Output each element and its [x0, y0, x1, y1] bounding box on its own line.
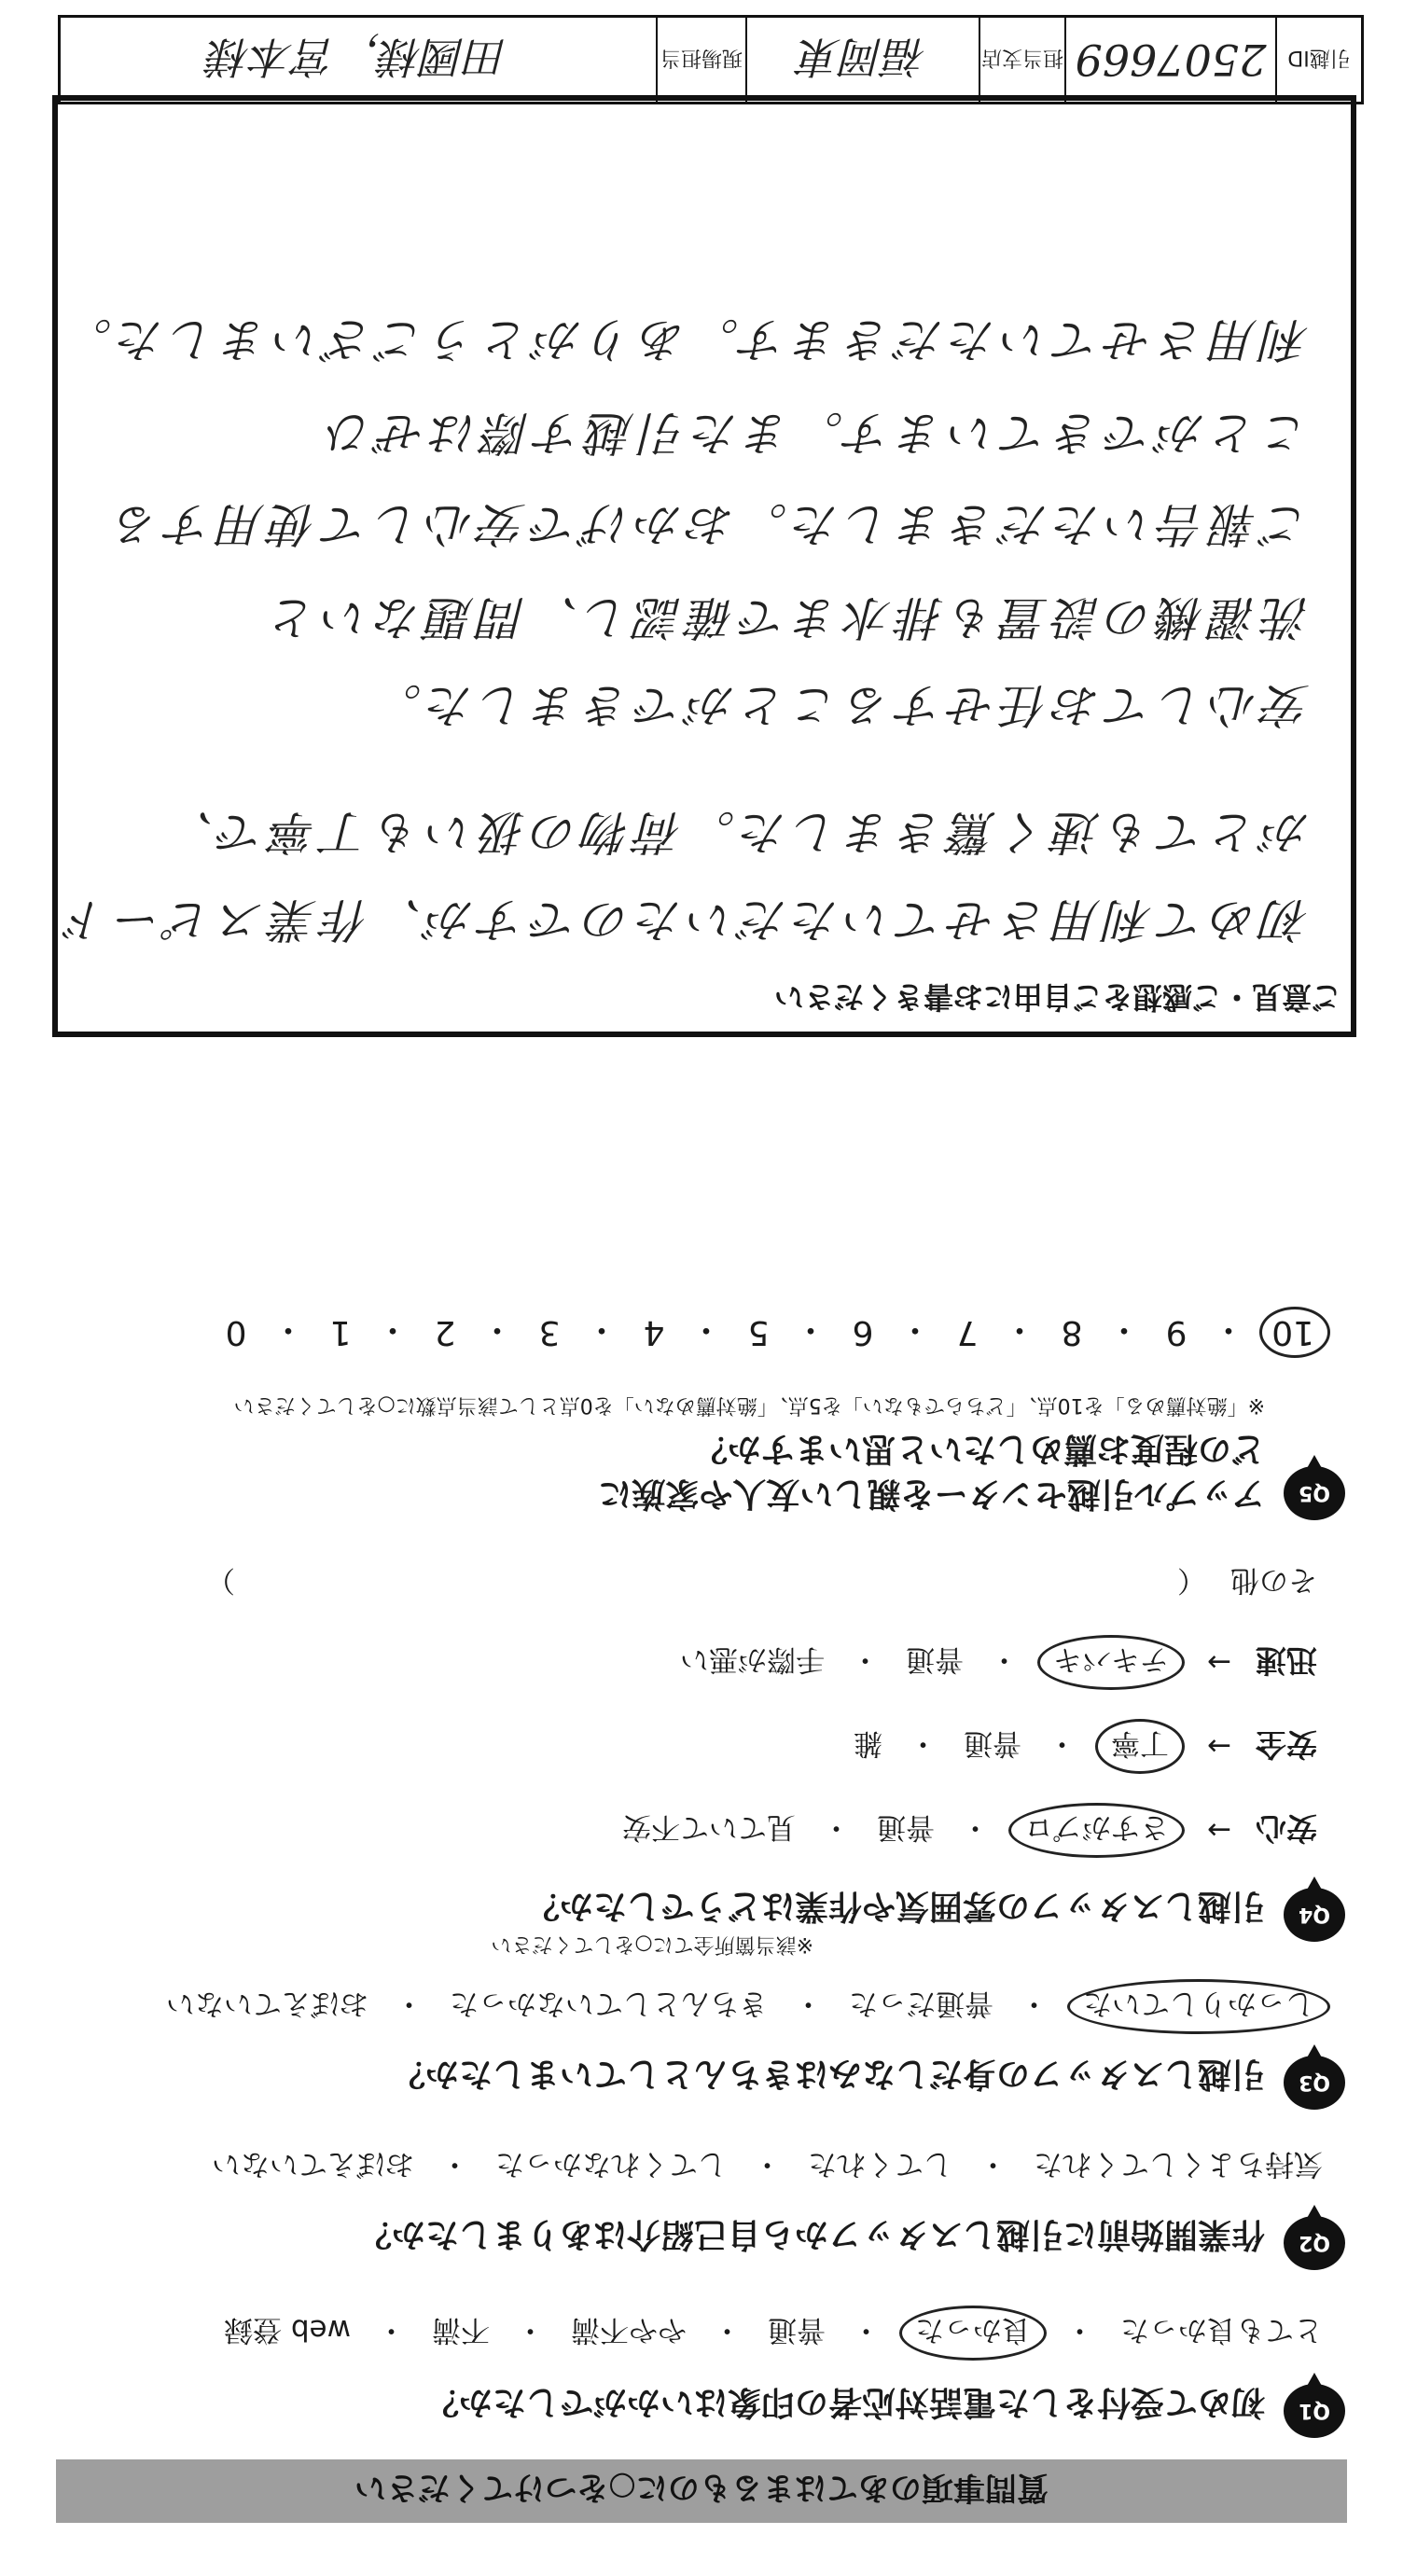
- q1-options: とても良かった ・ 良かった ・ 普通 ・ やや不満 ・ 不満 ・ web 登録: [218, 2312, 1328, 2354]
- q3-option[interactable]: きちんとしていなかった: [450, 1987, 768, 2020]
- q2-question: 作業開始前に引越しスタッフから自己紹介はありましたか？: [357, 2215, 1265, 2253]
- comments-heading: ご意見・ご感想をご自由にお書きください: [773, 979, 1341, 1015]
- q5-score[interactable]: 9: [1165, 1313, 1188, 1351]
- branch-label: 担当支店: [979, 18, 1064, 102]
- q4-row-label: 安全: [1256, 1726, 1317, 1763]
- q4-row-label: 安心: [1256, 1810, 1317, 1847]
- q4-row-anshin: 安心 → さすがプロ ・ 普通 ・ 見ていて不安: [617, 1808, 1317, 1852]
- comment-line: ご報告いただきました。おかげで安心して使用する: [108, 497, 1310, 551]
- q5-score[interactable]: 5: [747, 1313, 770, 1351]
- comment-line: 利用させていただきます。ありがとうございました。: [60, 312, 1310, 367]
- q1-option[interactable]: やや不満: [571, 2313, 687, 2347]
- q5-score[interactable]: 4: [643, 1313, 665, 1351]
- q4-option[interactable]: 見ていて不安: [622, 1810, 797, 1844]
- q3-options: しっかりしていた ・ 普通だった ・ きちんとしていなかった ・ おぼえていない: [160, 1986, 1328, 2028]
- q4-other-row: [76, 1562, 1317, 1604]
- q2-option[interactable]: してくれた: [808, 2147, 952, 2181]
- q2-option-selected[interactable]: 気持ちよくしてくれた: [1034, 2147, 1323, 2181]
- arrow-icon: →: [1207, 1729, 1231, 1764]
- q5-score[interactable]: 8: [1061, 1313, 1083, 1351]
- q1-option[interactable]: 不満: [432, 2313, 490, 2347]
- q4-option-selected[interactable]: テキパキ: [1037, 1635, 1185, 1690]
- arrow-icon: →: [1207, 1813, 1231, 1848]
- q1-option[interactable]: web 登録: [224, 2313, 351, 2347]
- q5-score[interactable]: 3: [538, 1313, 561, 1351]
- q2-badge: Q2: [1284, 2216, 1345, 2270]
- q3-option[interactable]: 普通だった: [849, 1987, 993, 2020]
- q5-score[interactable]: 2: [434, 1313, 456, 1351]
- comment-line: ことができています。また引越す際はぜひ: [321, 406, 1310, 460]
- comment-line: 安心してお任せすることができました。: [369, 678, 1310, 732]
- q4-option-selected[interactable]: 丁寧: [1095, 1719, 1185, 1774]
- q1-badge: Q1: [1284, 2384, 1345, 2438]
- q3-option[interactable]: おぼえていない: [166, 1987, 368, 2020]
- q4-option-selected[interactable]: さすがプロ: [1008, 1803, 1185, 1858]
- q4-badge: Q4: [1284, 1888, 1345, 1942]
- q5-scale: 10 ・ 9 ・ 8 ・ 7 ・ 6 ・ 5 ・ 4 ・ 3 ・ 2 ・ 1 ・ 0: [216, 1309, 1328, 1356]
- q4-row-label: 迅速: [1256, 1642, 1317, 1679]
- q5-score[interactable]: 6: [852, 1313, 874, 1351]
- q4-option[interactable]: 普通: [964, 1726, 1022, 1760]
- q4-other-close: ）: [206, 1563, 235, 1597]
- comment-line: 洗濯機の設置も排水まで確認し、問題ないと: [265, 590, 1310, 644]
- instruction-banner: 質問事項のあてはまるものに○をつけてください: [56, 2459, 1347, 2523]
- q3-question: 引越しスタッフの身だしなみはきちんとしていましたか？: [391, 2055, 1265, 2093]
- q4-option[interactable]: 雑: [854, 1726, 883, 1760]
- q5-question-line2: どの程度お薦めしたいと思いますか？: [693, 1430, 1265, 1468]
- comment-line: がとても速く驚きました。荷物の扱いも丁寧で、: [161, 805, 1310, 859]
- q5-score-selected[interactable]: 10: [1259, 1307, 1330, 1358]
- id-value: 2507669: [1064, 18, 1275, 102]
- q5-badge: Q5: [1284, 1466, 1345, 1520]
- lead-label: 現場担当: [656, 18, 745, 102]
- q4-question: 引越しスタッフの雰囲気や作業はどうでしたか？: [525, 1887, 1265, 1925]
- q5-score[interactable]: 1: [329, 1313, 352, 1351]
- q4-option[interactable]: 手際が悪い: [680, 1642, 826, 1676]
- q5-note: ※「絶対薦める」を10点、「どちらでもない」を5点、「絶対薦めない」を0点として該当点数に○をしてください: [233, 1393, 1265, 1417]
- q5-score[interactable]: 7: [956, 1313, 979, 1351]
- q2-options: 気持ちよくしてくれた ・ してくれた ・ してくれなかった ・ おぼえていない: [206, 2146, 1328, 2188]
- q2-option[interactable]: してくれなかった: [495, 2147, 727, 2181]
- lead-value: 田國様，宮本様: [208, 32, 508, 82]
- q3-badge: Q3: [1284, 2056, 1345, 2110]
- q2-option[interactable]: おぼえていない: [212, 2147, 414, 2181]
- q5-question-line1: アップル引越センターを親しい友人や家族に: [598, 1475, 1265, 1513]
- comment-line: 初めて利用させていただいたのですが、作業スピード: [58, 893, 1310, 947]
- q4-note: ※該当箇所全てに○をしてください: [491, 1932, 813, 1956]
- q3-option-selected[interactable]: しっかりしていた: [1067, 1979, 1330, 2034]
- q4-row-anzen: 安全 → 丁寧 ・ 普通 ・ 雑: [848, 1724, 1317, 1768]
- q1-option[interactable]: とても良かった: [1120, 2313, 1323, 2347]
- q4-option[interactable]: 普通: [877, 1810, 936, 1844]
- branch-value: 福岡東: [745, 18, 979, 102]
- id-label: 引越ID: [1275, 18, 1361, 102]
- q1-option-selected[interactable]: 良かった: [899, 2306, 1047, 2361]
- q5-score[interactable]: 0: [225, 1313, 247, 1351]
- arrow-icon: →: [1207, 1645, 1231, 1680]
- q4-option[interactable]: 普通: [906, 1642, 965, 1676]
- q1-option[interactable]: 普通: [768, 2313, 826, 2347]
- id-table: [58, 15, 1364, 104]
- q1-question: 初めて受付をした電話対応者の印象はいかがでしたか？: [424, 2383, 1265, 2421]
- q4-other-label: その他: [1230, 1563, 1317, 1597]
- q4-row-jinsoku: 迅速 → テキパキ ・ 普通 ・ 手際が悪い: [674, 1641, 1317, 1684]
- q4-other-open: （: [1177, 1563, 1206, 1597]
